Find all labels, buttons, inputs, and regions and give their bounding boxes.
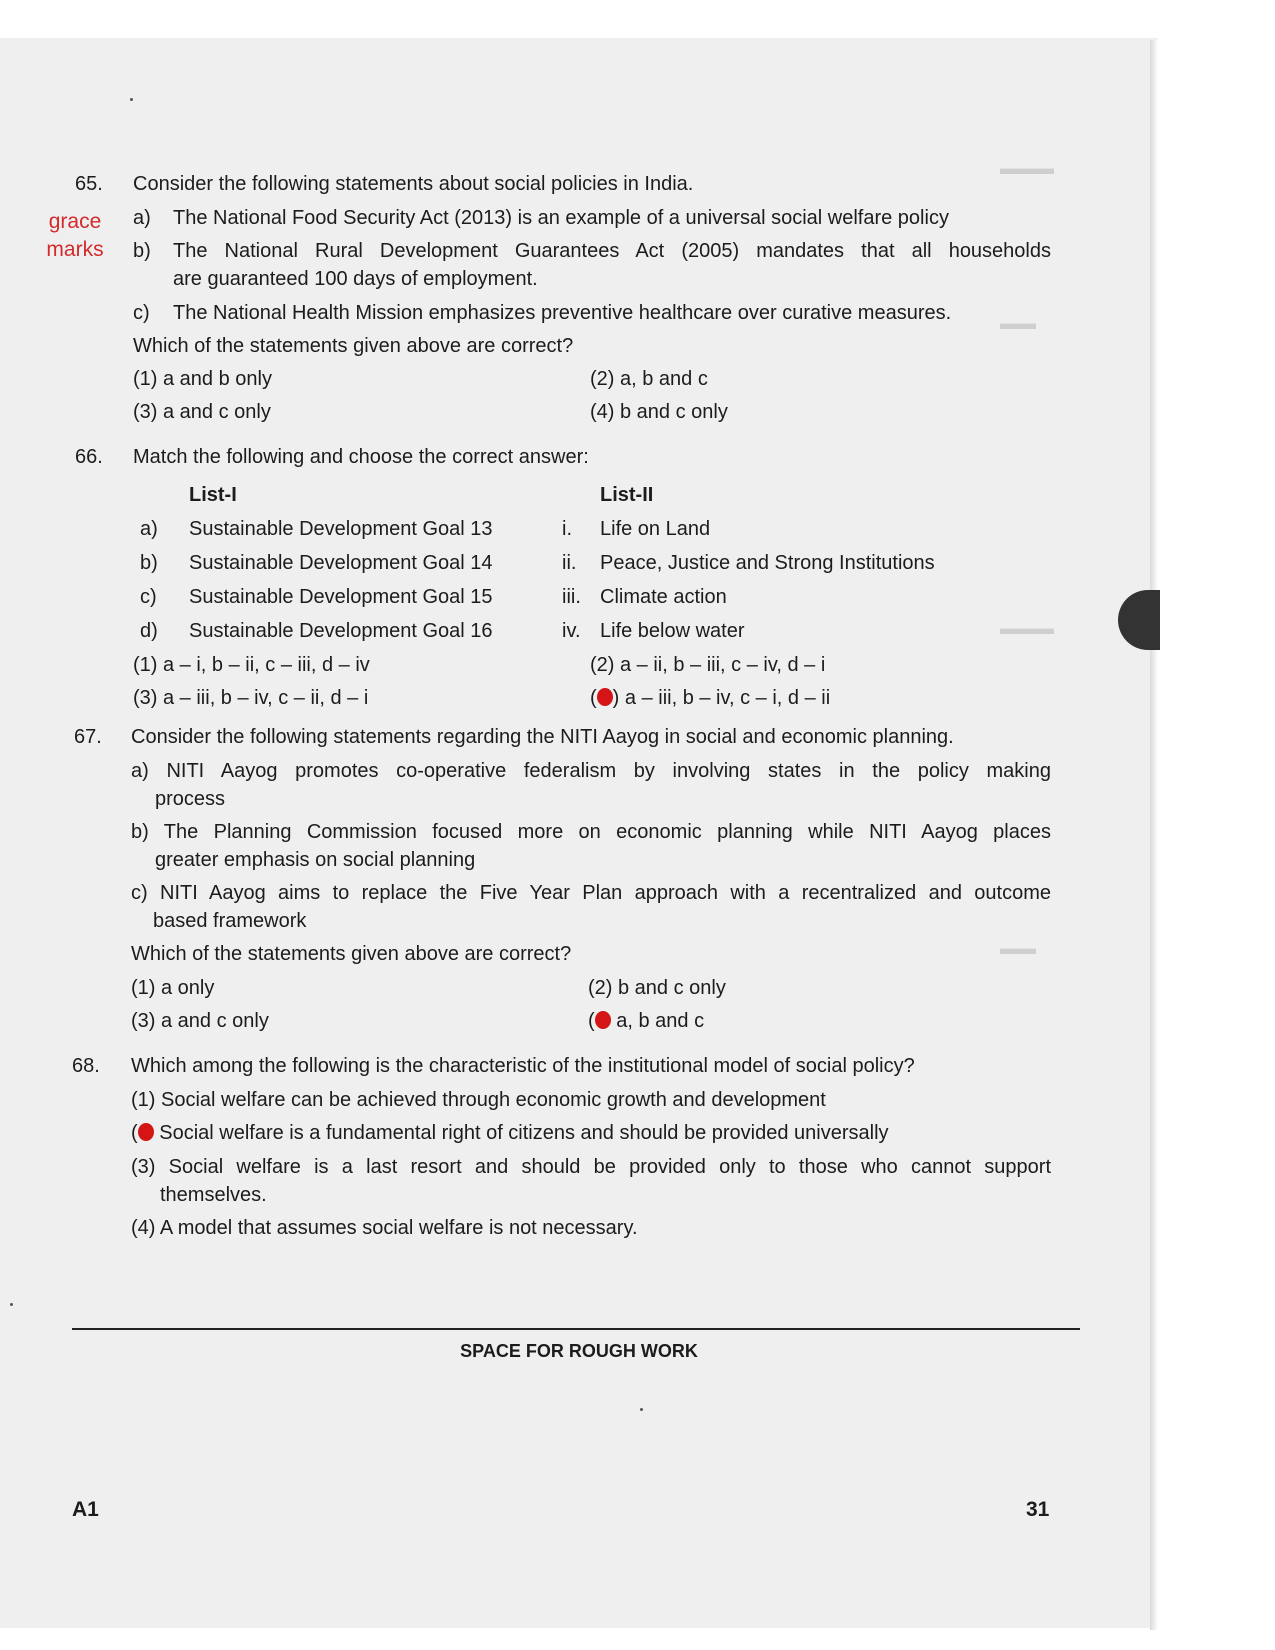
question-number: 65. (75, 173, 103, 195)
paper-speck (130, 98, 133, 101)
bleed-through-shadow: ▬▬▬ (1000, 618, 1054, 638)
statement-text: b) The Planning Commission focused more on economic planning while NITI Aayog places (131, 821, 1051, 843)
option-selected: ( ) a – iii, b – iv, c – i, d – ii (590, 687, 831, 709)
question-stem: Consider the following statements about social policies in India. (133, 173, 694, 195)
option: (1) Social welfare can be achieved through economic growth and development (131, 1089, 826, 1111)
option-text: ) a – iii, b – iv, c – i, d – ii (612, 687, 831, 709)
question-number: 66. (75, 446, 103, 468)
match-right-label: iv. (562, 620, 581, 642)
statement-label: c) (133, 302, 150, 324)
match-left-item: Sustainable Development Goal 16 (189, 620, 493, 642)
question-ask: Which of the statements given above are correct? (133, 335, 574, 357)
option-selected: ( Social welfare is a fundamental right of citizens and should be provided universally (131, 1122, 889, 1144)
paper-speck (640, 1408, 643, 1411)
statement-text: are guaranteed 100 days of employment. (173, 268, 538, 290)
match-left-item: Sustainable Development Goal 13 (189, 518, 493, 540)
divider (72, 1328, 1080, 1330)
answer-mark-icon (597, 688, 613, 706)
match-left-label: d) (140, 620, 158, 642)
statement-label: a) (133, 207, 151, 229)
statement-text: greater emphasis on social planning (155, 849, 476, 871)
option: (1) a only (131, 977, 215, 999)
bleed-through-shadow: ▬▬ (1000, 313, 1036, 333)
option-text: Social welfare is a fundamental right of citizens and should be provided universally (153, 1122, 889, 1144)
question-number: 68. (72, 1055, 100, 1077)
statement-text: The National Rural Development Guarantees Act (2005) mandates that all households (173, 240, 1051, 262)
answer-sheet-page (0, 38, 1158, 1628)
option: (2) a, b and c (590, 368, 708, 390)
match-left-label: c) (140, 586, 157, 608)
bleed-through-shadow: ▬▬▬ (1000, 158, 1054, 178)
option: (3) Social welfare is a last resort and should be provided only to those who cannot support (131, 1156, 1051, 1178)
question-number: 67. (74, 726, 102, 748)
booklet-code: A1 (72, 1498, 99, 1521)
option: (4) b and c only (590, 401, 728, 423)
match-left-label: b) (140, 552, 158, 574)
option: (2) a – ii, b – iii, c – iv, d – i (590, 654, 826, 676)
statement-text: based framework (153, 910, 307, 932)
paper-speck (10, 1303, 13, 1306)
match-right-item: Climate action (600, 586, 727, 608)
answer-mark-icon (595, 1011, 611, 1029)
annotation-line: grace (48, 210, 102, 233)
list-1-header: List-I (189, 484, 237, 506)
match-left-label: a) (140, 518, 158, 540)
match-left-item: Sustainable Development Goal 14 (189, 552, 493, 574)
bleed-through-shadow: ▬▬ (1000, 938, 1036, 958)
option: (3) a and c only (133, 401, 271, 423)
statement-text: process (155, 788, 226, 810)
match-right-item: Life on Land (600, 518, 711, 540)
grace-marks-annotation (40, 208, 110, 264)
option: (4) A model that assumes social welfare is not necessary. (131, 1217, 638, 1239)
question-stem: Which among the following is the characteristic of the institutional model of social policy? (131, 1055, 915, 1077)
option: (1) a and b only (133, 368, 272, 390)
option-text: a, b and c (610, 1010, 705, 1032)
answer-mark-icon (138, 1123, 154, 1141)
page-edge-shadow (1150, 40, 1158, 1630)
rough-work-heading: SPACE FOR ROUGH WORK (460, 1341, 698, 1361)
statement-text: The National Food Security Act (2013) is an example of a universal social welfare policy (173, 207, 949, 229)
question-stem: Match the following and choose the correct answer: (133, 446, 589, 468)
question-ask: Which of the statements given above are correct? (131, 943, 572, 965)
match-left-item: Sustainable Development Goal 15 (189, 586, 493, 608)
annotation-line: marks (46, 238, 104, 261)
match-right-label: i. (562, 518, 572, 540)
option: (1) a – i, b – ii, c – iii, d – iv (133, 654, 370, 676)
statement-text: The National Health Mission emphasizes preventive healthcare over curative measures. (173, 302, 952, 324)
option: (2) b and c only (588, 977, 726, 999)
option: (3) a and c only (131, 1010, 269, 1032)
option: themselves. (160, 1184, 267, 1206)
option-selected: ( a, b and c (588, 1010, 705, 1032)
statement-text: a) NITI Aayog promotes co-operative federalism by involving states in the policy making (131, 760, 1051, 782)
question-stem: Consider the following statements regarding the NITI Aayog in social and economic planning. (131, 726, 954, 748)
match-right-label: iii. (562, 586, 581, 608)
statement-text: c) NITI Aayog aims to replace the Five Year Plan approach with a recentralized and outcome (131, 882, 1051, 904)
statement-label: b) (133, 240, 151, 262)
match-right-item: Life below water (600, 620, 745, 642)
page-number: 31 (1026, 1498, 1050, 1521)
option: (3) a – iii, b – iv, c – ii, d – i (133, 687, 369, 709)
match-right-item: Peace, Justice and Strong Institutions (600, 552, 935, 574)
match-right-label: ii. (562, 552, 577, 574)
list-2-header: List-II (600, 484, 654, 506)
